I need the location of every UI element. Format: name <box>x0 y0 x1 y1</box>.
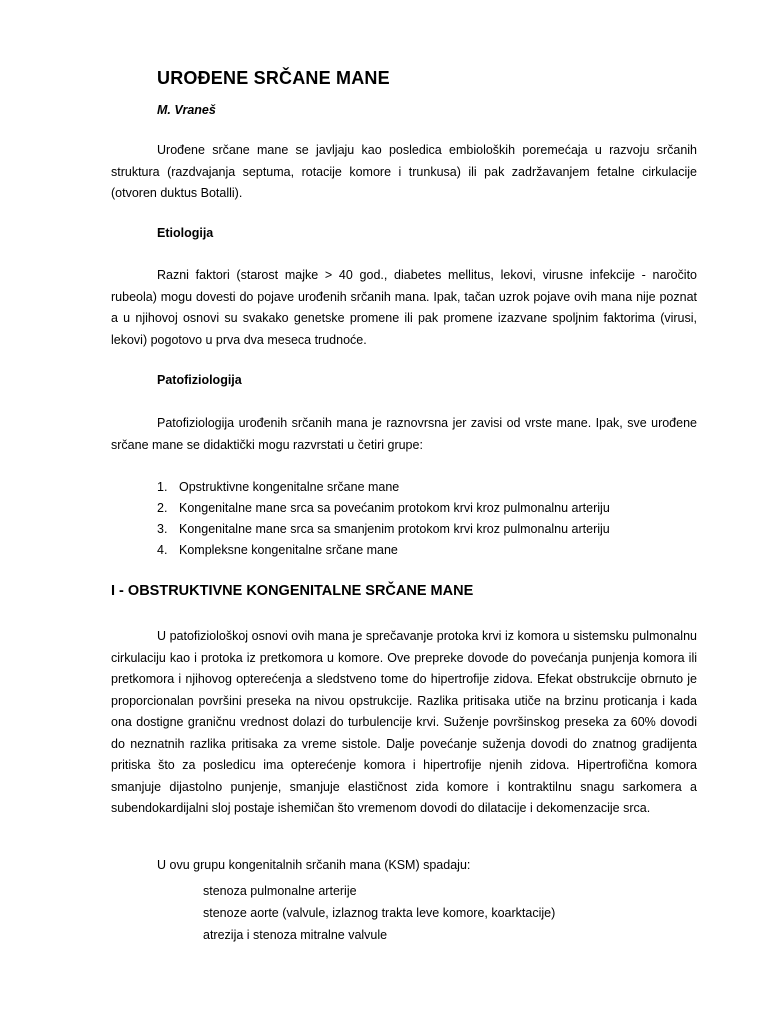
section-paragraph: U patofiziološkoj osnovi ovih mana je sprečavanje protoka krvi iz komora u sistemsku pulmonalnu cirkulaciju kao i protoka iz pretkomora u komore. Ove prepreke dovode do povećanja punjenja komora ili pretkomora i njihovog opterećenja a sledstveno tome do hipertrofije zidova. Efekat obstrukcije obrnuto je proporcionalan površini preseka na nivou opstrukcije. Razlika pritisaka utiče na brzinu proticanja i kada ona dostigne graničnu vrednost dolazi do turbulencije krvi. Suženje površinskog preseka za 60% dovodi do neznatnih razlika pritisaka za vreme sistole. Dalje povećanje suženja dovodi do znatnog gradijenta pritiska što za posledicu ima opterećenje komora i hipertrofije njenih zidova. Hipertrofična komora smanjuje dijastolno punjenje, smanjuje elastičnost zida komore i kontraktilnu snagu sarkomera a subendokardijalni sloj postaje ishemičan što vremenom dovodi do dilatacije i dekomenzacije srca. <box>111 629 697 815</box>
etiology-heading: Etiologija <box>157 226 214 240</box>
etiology-paragraph: Razni faktori (starost majke > 40 god., diabetes mellitus, lekovi, virusne infekcije - naročito rubeola) mogu dovesti do pojave urođenih srčanih mana. Ipak, tačan uzrok pojave ovih mana nije poznat a u njihovoj osnovi su svakako genetske promene ili pak promene izazvane spoljnim faktorima (virusi, lekovi) pogotovo u prva dva meseca trudnoće. <box>111 268 697 347</box>
list-intro: U ovu grupu kongenitalnih srčanih mana (KSM) spadaju: <box>157 858 471 872</box>
document-title: UROĐENE SRČANE MANE <box>157 68 390 88</box>
list-number: 1. <box>157 480 168 494</box>
defects-list <box>203 880 555 946</box>
list-item <box>157 519 610 540</box>
pathophysiology-heading: Patofiziologija <box>157 373 242 387</box>
list-item: stenoza pulmonalne arterije <box>203 884 357 898</box>
groups-list <box>157 477 610 561</box>
list-text: Opstruktivne kongenitalne srčane mane <box>179 480 400 494</box>
list-text: Kompleksne kongenitalne srčane mane <box>179 543 398 557</box>
list-item <box>157 477 610 498</box>
list-number: 3. <box>157 522 168 536</box>
list-item <box>157 540 610 561</box>
section-heading: I - OBSTRUKTIVNE KONGENITALNE SRČANE MANE <box>111 583 474 599</box>
author-name: M. Vraneš <box>157 103 216 117</box>
list-text: Kongenitalne mane srca sa smanjenim protokom krvi kroz pulmonalnu arteriju <box>179 522 610 536</box>
list-item: atrezija i stenoza mitralne valvule <box>203 928 388 942</box>
list-number: 4. <box>157 543 168 557</box>
pathophysiology-paragraph: Patofiziologija urođenih srčanih mana je raznovrsna jer zavisi od vrste mane. Ipak, sve urođene srčane mane se didaktički mogu razvrstati u četiri grupe: <box>111 416 697 452</box>
list-item: stenoze aorte (valvule, izlaznog trakta leve komore, koarktacije) <box>203 906 556 920</box>
intro-paragraph: Urođene srčane mane se javljaju kao posledica embioloških poremećaja u razvoju srčanih struktura (razdvajanja septuma, rotacije komore i trunkusa) ili pak zadržavanjem fetalne cirkulacije (otvoren duktus Botalli). <box>111 143 697 200</box>
list-item <box>157 498 610 519</box>
list-text: Kongenitalne mane srca sa povećanim protokom krvi kroz pulmonalnu arteriju <box>179 501 610 515</box>
list-number: 2. <box>157 501 168 515</box>
